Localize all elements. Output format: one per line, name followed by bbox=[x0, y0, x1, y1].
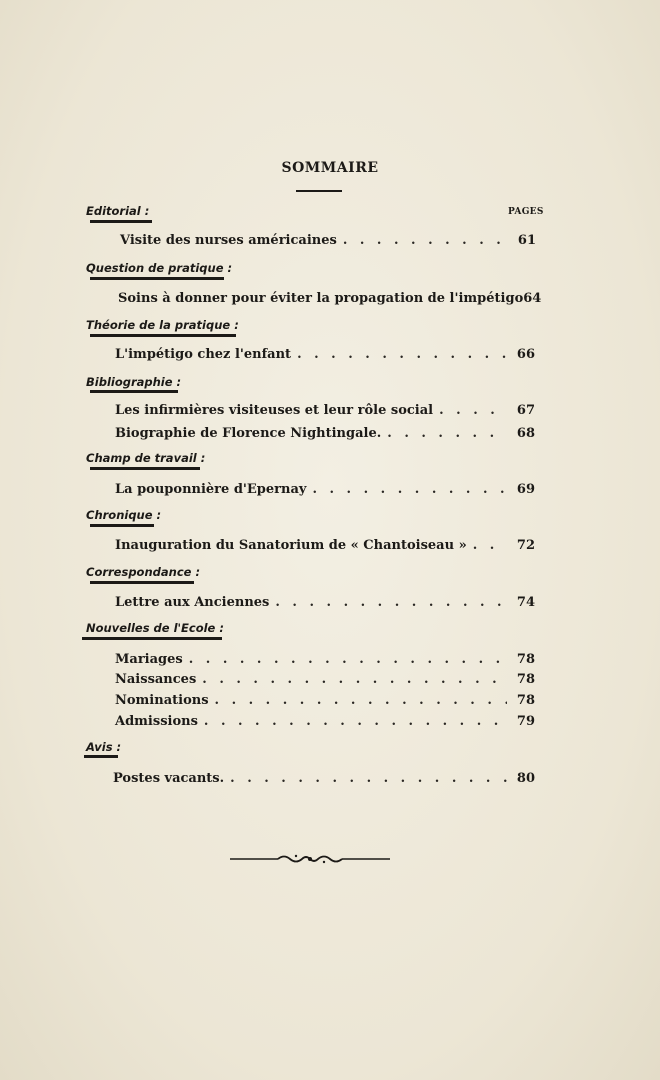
toc-entry-page: 61 bbox=[517, 233, 536, 248]
section-heading-champ-de-travail: Champ de travail : bbox=[86, 451, 206, 465]
toc-entry-page: 74 bbox=[516, 595, 535, 610]
section-rule bbox=[84, 755, 118, 758]
toc-entry-page: 64 bbox=[523, 291, 542, 306]
toc-entry-page: 72 bbox=[516, 538, 535, 553]
toc-entry-label: Nominations bbox=[115, 693, 209, 708]
leader-dots bbox=[202, 672, 507, 687]
toc-entry-page: 78 bbox=[516, 672, 535, 687]
end-ornament-icon bbox=[230, 850, 390, 868]
section-heading-correspondance: Correspondance : bbox=[86, 565, 201, 579]
leader-dots bbox=[312, 482, 507, 497]
toc-entry-page: 68 bbox=[516, 426, 535, 441]
toc-entry-label: Naissances bbox=[115, 672, 197, 687]
toc-entry bbox=[115, 403, 535, 421]
leader-dots bbox=[230, 771, 507, 786]
leader-dots bbox=[439, 403, 507, 418]
toc-entry-label: Biographie de Florence Nightingale. bbox=[115, 426, 382, 441]
toc-entry-page: 78 bbox=[516, 652, 535, 667]
toc-entry bbox=[115, 714, 535, 732]
leader-dots bbox=[189, 652, 507, 667]
toc-entry bbox=[115, 426, 535, 444]
leader-dots bbox=[275, 595, 507, 610]
leader-dots bbox=[473, 538, 507, 553]
toc-entry bbox=[115, 538, 535, 556]
section-rule bbox=[90, 581, 194, 584]
section-heading-bibliographie: Bibliographie : bbox=[86, 375, 182, 389]
toc-entry bbox=[115, 482, 535, 500]
toc-entry-page: 79 bbox=[516, 714, 535, 729]
section-rule bbox=[90, 334, 236, 337]
toc-entry-page: 78 bbox=[516, 693, 535, 708]
section-heading-avis: Avis : bbox=[86, 740, 122, 754]
toc-entry bbox=[115, 693, 535, 711]
toc-entry bbox=[120, 233, 536, 251]
section-rule bbox=[82, 637, 222, 640]
toc-entry-label: Visite des nurses américaines bbox=[120, 233, 337, 248]
toc-entry-page: 67 bbox=[516, 403, 535, 418]
toc-entry bbox=[118, 291, 542, 309]
section-heading-chronique: Chronique : bbox=[86, 508, 162, 522]
toc-entry bbox=[115, 672, 535, 690]
toc-entry bbox=[115, 595, 535, 613]
section-rule bbox=[90, 467, 200, 470]
leader-dots bbox=[204, 714, 507, 729]
page-title: SOMMAIRE bbox=[281, 160, 379, 176]
toc-entry-page: 69 bbox=[516, 482, 535, 497]
toc-entry bbox=[115, 652, 535, 670]
toc-entry-label: Lettre aux Anciennes bbox=[115, 595, 270, 610]
toc-entry-label: Mariages bbox=[115, 652, 183, 667]
toc-entry-label: Les infirmières visiteuses et leur rôle social bbox=[115, 403, 434, 418]
toc-entry-label: Admissions bbox=[115, 714, 198, 729]
leader-dots bbox=[343, 233, 508, 248]
section-heading-editorial: Editorial : bbox=[86, 204, 150, 218]
toc-entry-label: Postes vacants. bbox=[113, 771, 225, 786]
section-rule bbox=[90, 220, 152, 223]
title-underline bbox=[296, 190, 342, 192]
section-heading-question-de-pratique: Question de pratique : bbox=[86, 261, 233, 275]
toc-entry-page: 80 bbox=[516, 771, 535, 786]
pages-column-label: PAGES bbox=[508, 207, 544, 217]
section-rule bbox=[90, 524, 154, 527]
toc-entry-page: 66 bbox=[516, 347, 535, 362]
section-heading-theorie-de-la-pratique: Théorie de la pratique : bbox=[86, 318, 239, 332]
toc-entry-label: Soins à donner pour éviter la propagation de l'impétigo bbox=[118, 291, 524, 306]
toc-entry-label: L'impétigo chez l'enfant bbox=[115, 347, 292, 362]
leader-dots bbox=[387, 426, 507, 441]
leader-dots bbox=[297, 347, 507, 362]
leader-dots bbox=[215, 693, 507, 708]
toc-entry-label: La pouponnière d'Epernay bbox=[115, 482, 307, 497]
toc-entry bbox=[113, 771, 535, 789]
toc-entry bbox=[115, 347, 535, 365]
section-rule bbox=[90, 277, 224, 280]
toc-entry-label: Inauguration du Sanatorium de « Chantoiseau » bbox=[115, 538, 467, 553]
section-heading-nouvelles-de-l-ecole: Nouvelles de l'Ecole : bbox=[86, 621, 224, 635]
section-rule bbox=[90, 390, 178, 393]
